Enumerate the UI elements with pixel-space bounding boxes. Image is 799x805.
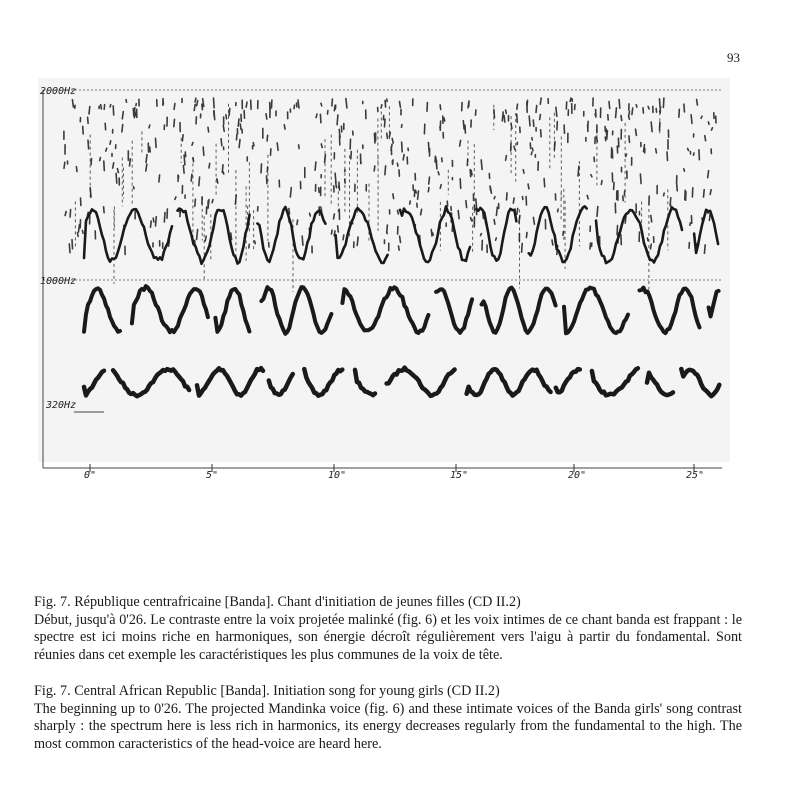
time-label-0: 0" [84, 470, 97, 481]
time-label-25: 25" [686, 470, 705, 481]
caption-english-title: Fig. 7. Central African Republic [Banda]. Initiation song for young girls (CD II.2) [34, 683, 500, 699]
caption-french-title: Fig. 7. République centrafricaine [Banda]. Chant d'initiation de jeunes filles (CD II.2) [34, 594, 521, 610]
time-label-15: 15" [450, 470, 469, 481]
caption-english-body: The beginning up to 0'26. The projected Mandinka voice (fig. 6) and these intimate voices of the Banda girls' song contrast sharply : the spectrum here is less rich in harmonics, its energy decreases regularly from the fundamental to the high. The most common caracteristics of the head-voice are heard here. [34, 700, 742, 752]
caption-french [34, 594, 742, 664]
caption-english [34, 683, 742, 753]
freq-label-1000hz: 1000Hz [40, 276, 77, 287]
time-label-5: 5" [206, 470, 219, 481]
freq-label-2000hz: 2000Hz [40, 86, 77, 97]
spectrogram [34, 70, 734, 490]
page-number: 93 [727, 50, 740, 65]
time-label-20: 20" [568, 470, 587, 481]
caption-french-body: Début, jusqu'à 0'26. Le contraste entre la voix projetée malinké (fig. 6) et les voix intimes de ce chant banda est frappant : le spectre est ici moins riche en harmoniques, son énergie décroît régulièrement vers l'aigu à partir du fondamental. Sont réunies dans cet exemple les caractéristiques les plus communes de la voix de tête. [34, 611, 742, 663]
time-label-10: 10" [328, 470, 347, 481]
spectrogram-figure [34, 70, 734, 490]
spectrogram-background [38, 78, 730, 462]
freq-label-320hz: 320Hz [46, 400, 77, 411]
